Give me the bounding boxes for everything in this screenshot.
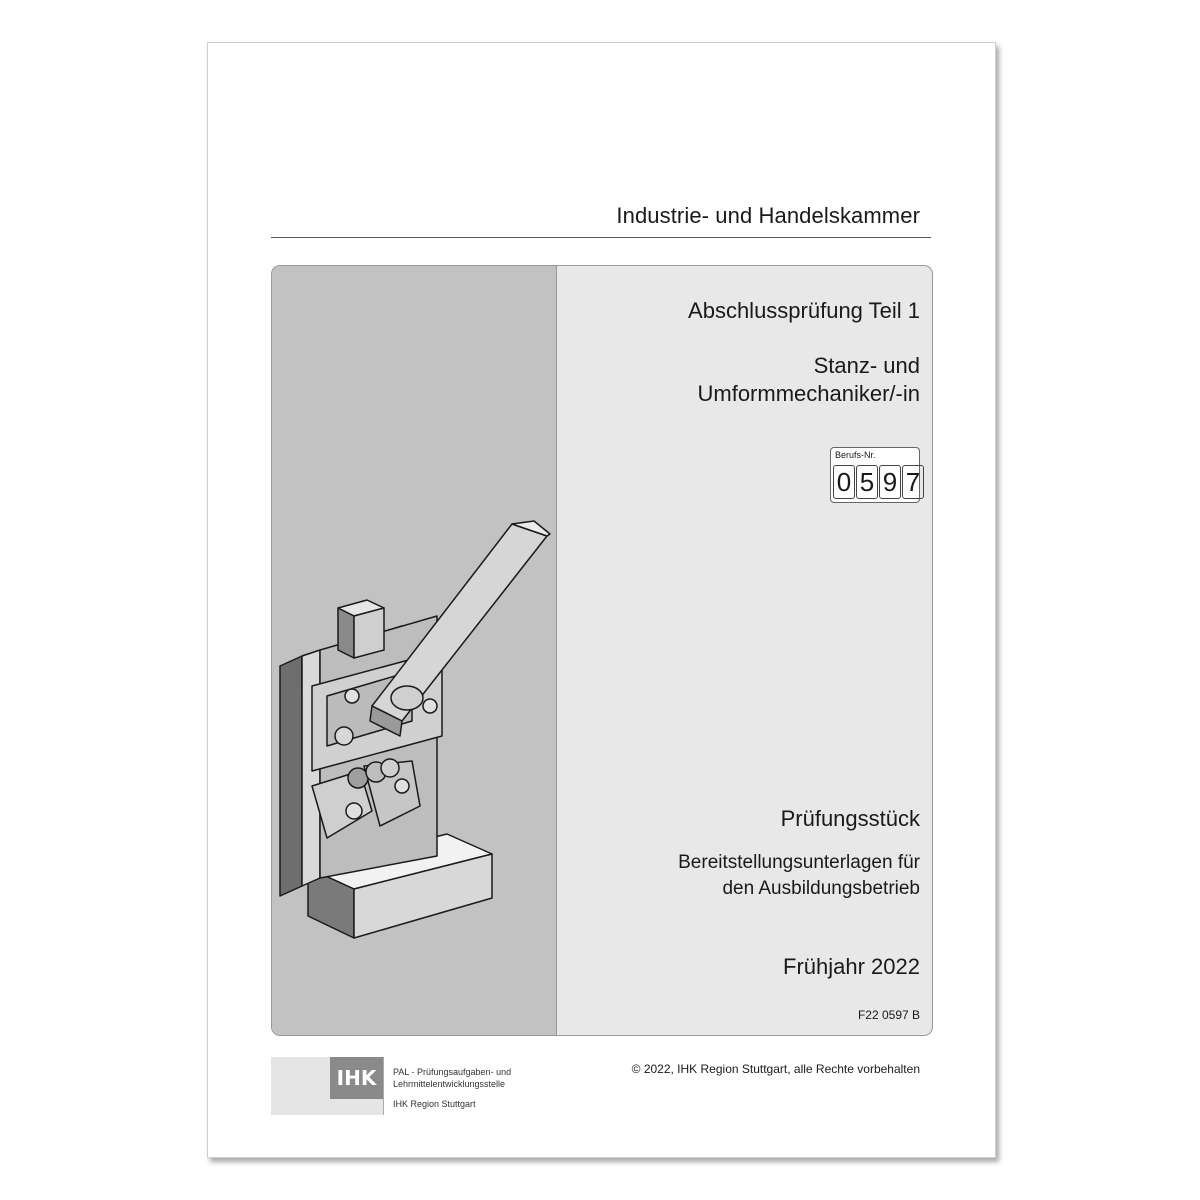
cover-panel [271,265,933,1036]
ihk-logo [271,1057,531,1115]
berufs-nr-label: Berufs-Nr. [835,450,876,460]
copyright-notice: © 2022, IHK Region Stuttgart, alle Rechte vorbehalten [631,1062,920,1076]
document-code: F22 0597 B [857,1008,920,1022]
illustration-area [272,266,557,1035]
berufs-nr-box [830,447,920,503]
berufs-digit: 0 [833,465,855,499]
description-line-2: den Ausbildungsbetrieb [722,878,920,899]
ihk-region: IHK Region Stuttgart [393,1099,476,1109]
berufs-digits [833,465,925,499]
exam-subject: Prüfungsstück [780,806,920,831]
berufs-digit: 5 [856,465,878,499]
logo-divider [383,1057,384,1115]
description-line-1: Bereitstellungsunterlagen für [678,852,920,873]
pal-text [393,1066,511,1090]
ihk-logo-mark: IHK [330,1057,383,1099]
profession-title [698,352,921,408]
exam-title: Abschlussprüfung Teil 1 [688,298,920,323]
chamber-title: Industrie- und Handelskammer [616,203,920,228]
exam-season: Frühjahr 2022 [783,954,920,979]
profession-line-1: Stanz- und [813,353,920,378]
pal-line-2: Lehrmittelentwicklungsstelle [393,1079,506,1089]
berufs-digit: 7 [902,465,924,499]
berufs-digit: 9 [879,465,901,499]
exam-description [678,850,920,902]
header-divider [271,237,931,238]
bending-tool-illustration [272,266,556,1035]
profession-line-2: Umformmechaniker/-in [697,381,920,406]
logo-grey-strip [271,1099,383,1115]
document-page [207,42,996,1158]
pal-line-1: PAL - Prüfungsaufgaben- und [393,1067,512,1077]
